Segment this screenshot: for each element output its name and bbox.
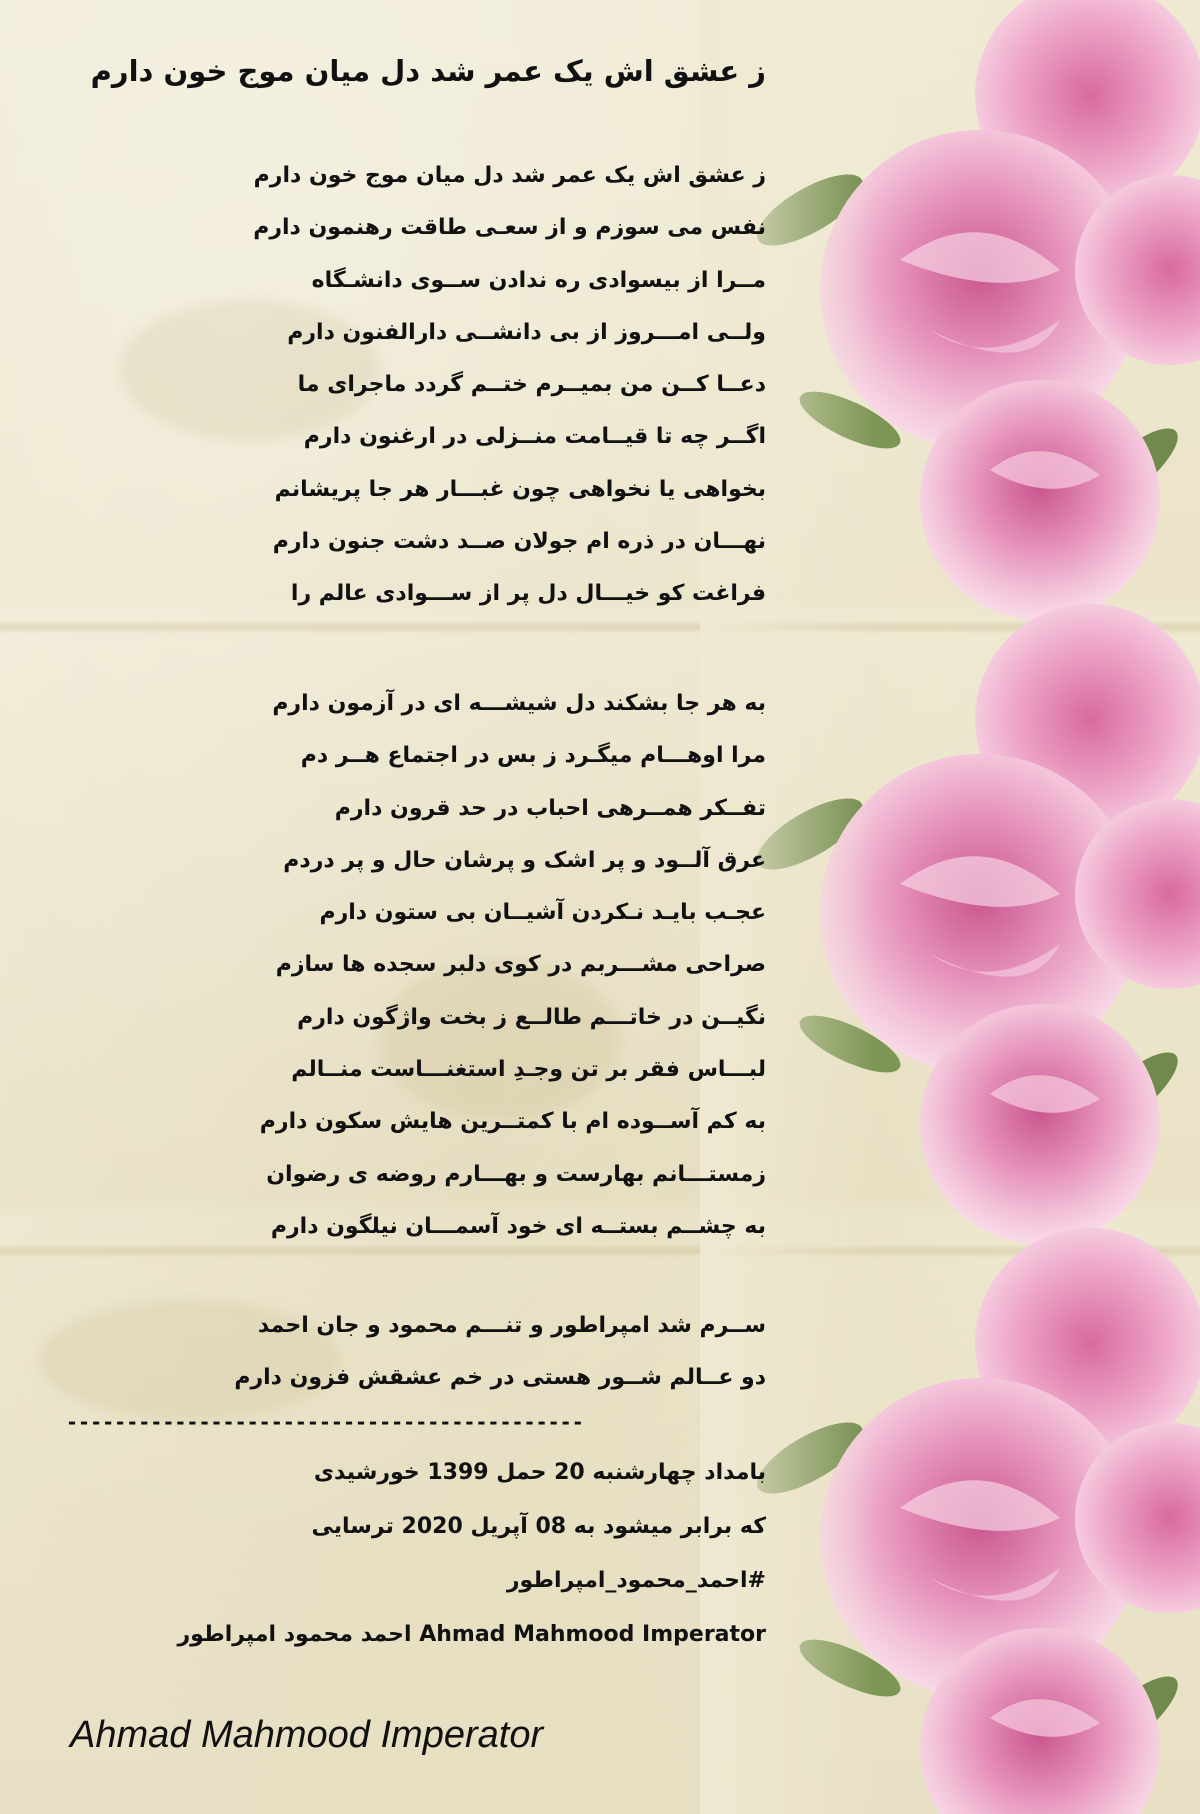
verse-line: به هر جا بشکند دل شیشـــه ای در آزمون دارم [272,691,766,716]
date-shamsi: بامداد چهارشنبه 20 حمل 1399 خورشیدی [313,1460,766,1485]
verse-line: لبـــاس فقر بر تن وجـدِ استغنـــاست منــالم [291,1057,766,1083]
stanza-2 [66,678,766,1253]
verse-line: مــرا از بیسوادی ره ندادن ســوی دانشـگاه [311,267,766,293]
verse-line: دعــا کــن من بمیــرم ختــم گردد ماجرای ما [297,372,766,398]
verse-line: به کم آســوده ام با کمتــرین هایش سکون دارم [259,1109,766,1135]
verse-line: عرق آلــود و پر اشک و پرشان حال و پر دردم [283,847,766,873]
verse-line: دو عــالم شــور هستی در خم عشقش فزون دارم [234,1365,766,1391]
verse-line: اگــر چه تا قیــامت منــزلی در ارغنون دارم [303,424,766,450]
poem-footer [66,1446,766,1662]
verse-line: ز عشق اش یک عمر شد دل میان موج خون دارم [253,163,766,188]
verse-line: تفــکر همــرهی احباب در حد قرون دارم [334,795,766,821]
stanza-1 [66,150,766,621]
verse-line: نهـــان در ذره ام جولان صــد دشت جنون دارم [272,529,766,555]
pink-roses-illustration [700,0,1200,1814]
verse-line: به چشــم بستــه ای خود آسمـــان نیلگون دارم [270,1213,766,1239]
verse-line: ولــی امـــروز از بی دانشــی دارالفنون دارم [287,319,766,345]
verse-line: مرا اوهـــام میگـرد ز بس در اجتماع هــر دم [300,743,766,769]
author-line: Ahmad Mahmood Imperator احمد محمود امپراطور [177,1622,766,1647]
stanza-3 [66,1300,766,1405]
verse-line: فراغت کو خیـــال دل پر از ســـوادی عالم را [290,581,766,607]
verse-line: نگیــن در خاتـــم طالــع ز بخت واژگون دارم [297,1004,766,1030]
dashed-divider: ------------------------------------------- [66,1410,584,1434]
poem-title: ز عشق اش یک عمر شد دل میان موج خون دارم [90,54,766,88]
verse-line: ســرم شد امپراطور و تنـــم محمود و جان احمد [257,1313,766,1338]
date-gregorian: که برابر میشود به 08 آپریل 2020 ترسایی [311,1514,766,1539]
verse-line: عجـب بایـد نـکردن آشیــان بی ستون دارم [319,900,766,926]
verse-line: زمستـــانم بهارست و بهـــارم روضه ی رضوان [266,1161,766,1187]
verse-line: صراحی مشـــربم در کوی دلبر سجده ها سازم [275,952,766,978]
signature: Ahmad Mahmood Imperator [70,1714,544,1756]
verse-line: نفس می سوزم و از سعـی طاقت رهنمون دارم [253,215,766,241]
verse-line: بخواهی یا نخواهی چون غبـــار هر جا پریشانم [274,476,766,502]
hashtag: #احمد_محمود_امپراطور [506,1568,766,1593]
